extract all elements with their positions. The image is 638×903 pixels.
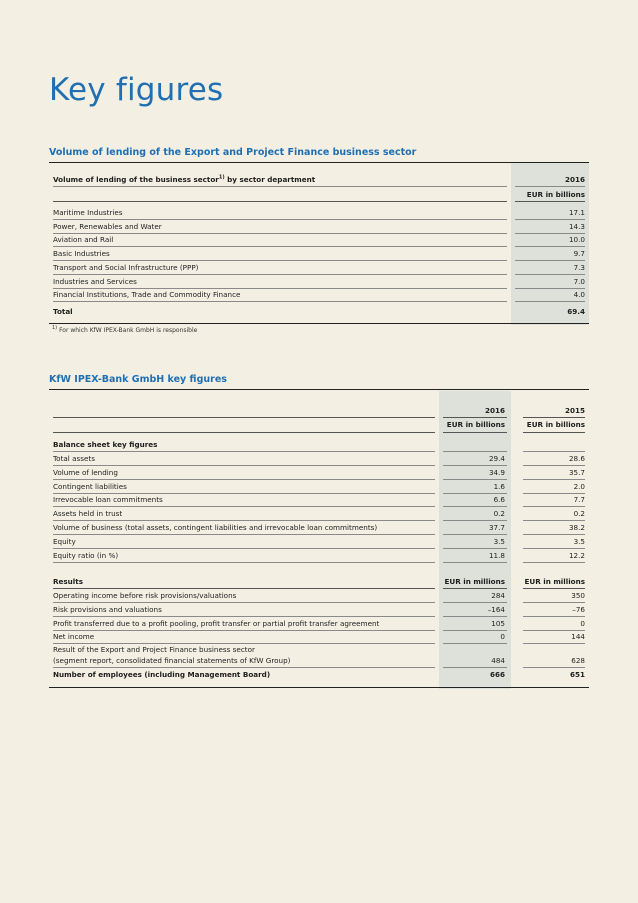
employees-label: Number of employees (including Management Board) [53,670,271,679]
unit-2015: EUR in billions [526,420,585,429]
row-label: Profit transferred due to a profit pooling, profit transfer or partial profit transfer agreement [53,618,380,628]
row-value: 17.1 [568,208,585,217]
header-rule [523,417,585,418]
row-label: Net income [53,632,95,642]
row-label: Equity ratio (in %) [53,550,119,560]
row-label: Maritime Industries [53,208,123,217]
unit-rule [515,201,585,202]
column-unit: EUR in billions [526,190,585,199]
row-rule [53,451,435,452]
row-value-2016: 11.8 [488,550,505,560]
row-value-2015: 7.7 [573,495,585,505]
row-label: Operating income before risk provisions/valuations [53,591,237,600]
row-value-2015: 350 [571,591,585,600]
section-heading-key-figures: KfW IPEX-Bank GmbH key figures [49,374,227,385]
row-value-2015: 2.0 [573,481,585,491]
result-export-line1: Result of the Export and Project Finance business sector [53,645,255,654]
row-value-2015: 0.2 [573,509,585,519]
column-2016: 2016 [484,406,505,415]
row-rule [53,667,435,668]
row-rule [523,451,585,452]
row-rule [523,616,585,617]
row-label: Risk provisions and valuations [53,604,162,614]
row-label: Volume of lending [53,467,118,477]
unit-rule [53,201,507,202]
row-rule [53,534,435,535]
footnote-text: For which KfW IPEX-Bank GmbH is responsible [59,327,198,334]
row-label: Basic Industries [53,249,110,259]
total-label: Total [53,307,73,316]
row-value-2015: –76 [572,604,585,614]
results-unit-2015: EUR in millions [524,577,585,586]
row-rule [443,630,507,631]
employees-2016: 666 [489,670,505,679]
row-value-2016: 0.2 [493,509,505,519]
row-label: Transport and Social Infrastructure (PPP) [53,262,199,272]
employees-2015: 651 [569,670,585,679]
result-export-line2: (segment report, consolidated financial statements of KfW Group) [53,656,291,665]
section-heading-lending: Volume of lending of the Export and Project Finance business sector [49,147,417,158]
header-rule [443,417,507,418]
lending-table [49,163,589,325]
header-rule [515,186,585,187]
row-rule [53,588,435,589]
header-rule [53,417,435,418]
row-rule [53,630,435,631]
row-rule [443,451,507,452]
row-value-2016: 105 [491,618,505,628]
row-rule [53,301,507,302]
row-rule [523,667,585,668]
footnote-mark: 1) [52,325,58,331]
table-header-suffix: by sector department [224,175,316,184]
unit-2016: EUR in billions [446,420,505,429]
row-value-2015: 0 [580,618,585,628]
row-value-2015: 12.2 [568,550,585,560]
row-value: 7.3 [573,262,585,272]
row-rule [443,562,507,563]
column-2015: 2015 [564,406,585,415]
row-value-2016: 0 [500,632,505,642]
row-value: 7.0 [573,276,585,286]
row-value-2015: 35.7 [568,467,585,477]
row-rule [515,301,585,302]
row-value-2016: 3.5 [493,536,505,546]
row-value-2016: 29.4 [488,454,505,463]
results-heading: Results [53,577,83,586]
page-title: Key figures [49,72,224,108]
row-value: 10.0 [568,235,585,245]
row-label: Irrevocable loan commitments [53,495,163,505]
row-value: 9.7 [573,249,585,259]
row-value-2016: 1.6 [493,481,505,491]
row-value-2015: 144 [571,632,585,642]
footnote [52,327,197,334]
row-value-2015: 28.6 [568,454,585,463]
header-rule [53,186,507,187]
row-value-2016: 6.6 [493,495,505,505]
table-bottom-rule [49,687,589,688]
row-label: Assets held in trust [53,509,123,519]
footnote-ref: 1) [218,174,225,181]
table-header-label: Volume of lending of the business sector [53,175,219,184]
result-export-2016: 484 [491,656,505,665]
row-label: Financial Institutions, Trade and Commodity Finance [53,290,241,300]
unit-rule [53,432,435,433]
section-rule [49,389,589,390]
row-rule [53,562,435,563]
row-value: 14.3 [568,221,585,231]
row-label: Equity [53,536,76,546]
table-bottom-rule [49,323,589,324]
row-label: Total assets [53,454,95,463]
row-label: Volume of business (total assets, contingent liabilities and irrevocable loan commitments) [53,523,378,532]
row-rule [443,588,507,589]
row-value: 4.0 [573,290,585,300]
result-export-label [53,644,290,666]
row-label: Contingent liabilities [53,481,127,491]
row-label: Aviation and Rail [53,235,114,245]
row-label: Industries and Services [53,276,137,286]
result-export-2015: 628 [571,656,585,665]
row-rule [523,562,585,563]
row-value-2016: 34.9 [488,467,505,477]
results-unit-2016: EUR in millions [444,577,505,586]
total-value: 69.4 [567,307,585,316]
row-rule [53,233,507,234]
unit-rule [523,432,585,433]
row-value-2016: 284 [491,591,505,600]
row-value-2016: 37.7 [488,523,505,532]
unit-rule [443,432,507,433]
row-rule [53,246,507,247]
column-year: 2016 [564,175,585,184]
key-figures-table [49,391,589,689]
row-label: Power, Renewables and Water [53,221,162,231]
row-rule [443,667,507,668]
row-value-2015: 38.2 [568,523,585,532]
balance-heading: Balance sheet key figures [53,440,158,449]
row-value-2015: 3.5 [573,536,585,546]
row-rule [443,643,507,644]
row-value-2016: –164 [487,604,505,614]
row-rule [523,643,585,644]
row-rule [523,588,585,589]
